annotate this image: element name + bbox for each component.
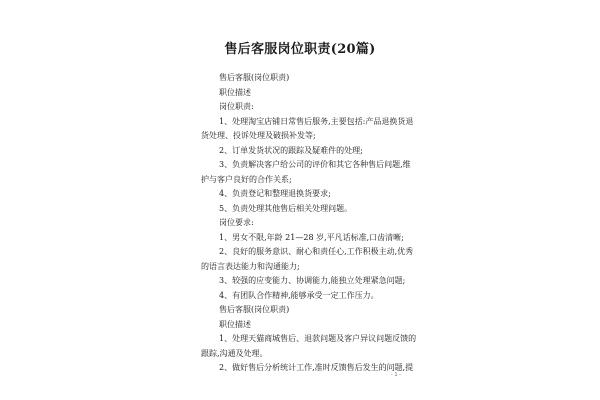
section-heading: 售后客服(岗位职责) (219, 305, 290, 314)
subheading: 职位描述 (219, 88, 251, 97)
page-number: - 1 - (391, 372, 401, 378)
list-item: 1、处理淘宝店铺日常售后服务,主要包括:产品退换货退 (219, 117, 414, 126)
list-item: 3、负责解决客户给公司的评价和其它各种售后问题,维 (219, 160, 411, 169)
list-item-continuation: 跟踪,沟通及处理。 (201, 349, 268, 358)
list-item: 1、男女不限,年龄 21—28 岁,平凡话标准,口齿清晰; (219, 233, 404, 242)
list-item: 5、负责处理其他售后相关处理问题。 (219, 204, 353, 213)
list-item-continuation: 货处理、投诉处理及破损补发等; (201, 131, 316, 140)
subheading: 岗位职责: (219, 102, 254, 111)
list-item: 2、订单发货状况的跟踪及疑难件的处理; (219, 146, 363, 155)
document-title: 售后客服岗位职责(20篇) (224, 42, 376, 57)
list-item: 2、良好的服务意识、耐心和责任心,工作积极主动,优秀 (219, 247, 414, 256)
subheading: 职位描述 (219, 320, 251, 329)
subheading: 岗位要求: (219, 218, 254, 227)
list-item: 3、较强的应变能力、协调能力,能独立处理紧急问题; (219, 276, 406, 285)
list-item-continuation: 护与客户良好的合作关系; (201, 175, 292, 184)
list-item: 2、做好售后分析统计工作,准时反馈售后发生的问题,提 (219, 363, 414, 372)
list-item-continuation: 的语言表达能力和沟通能力; (201, 262, 300, 271)
list-item: 1、处理天猫商城售后、退款问题及客户异议问题反馈的 (219, 334, 417, 343)
list-item: 4、负责登记和整理退换货要求; (219, 189, 331, 198)
section-heading: 售后客服(岗位职责) (219, 73, 290, 82)
list-item: 4、有团队合作精神,能够承受一定工作压力。 (219, 291, 379, 300)
